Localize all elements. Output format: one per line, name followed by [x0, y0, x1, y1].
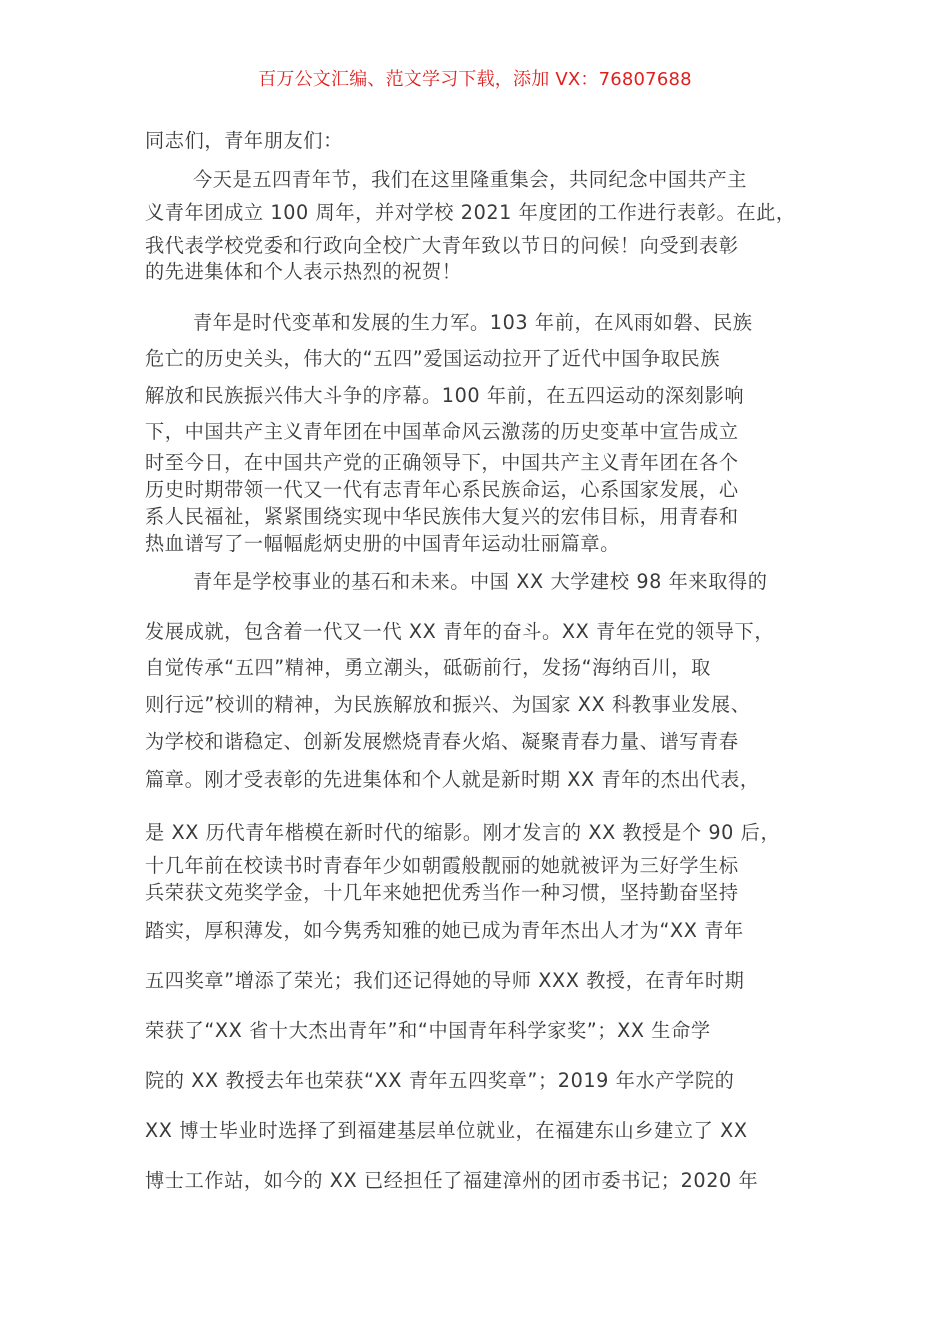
paragraph-1-line-3: 我代表学校党委和行政向全校广大青年致以节日的问候！向受到表彰	[145, 234, 739, 257]
paragraph-3-line-4: 则行远”校训的精神，为民族解放和振兴、为国家 XX 科教事业发展、	[145, 693, 751, 716]
watermark-header: 百万公文汇编、范文学习下载，添加 VX：76807688	[258, 69, 692, 90]
paragraph-3-line-10: 踏实，厚积薄发，如今隽秀知雅的她已成为青年杰出人才为“XX 青年	[145, 919, 744, 942]
paragraph-3-line-5: 为学校和谐稳定、创新发展燃烧青春火焰、凝聚青春力量、谱写青春	[145, 730, 739, 753]
paragraph-3-line-8: 十几年前在校读书时青春年少如朝霞般靓丽的她就被评为三好学生标	[145, 854, 739, 877]
paragraph-3-line-1: 青年是学校事业的基石和未来。中国 XX 大学建校 98 年来取得的	[193, 570, 768, 593]
salutation: 同志们，青年朋友们：	[145, 129, 343, 152]
paragraph-2-line-3: 解放和民族振兴伟大斗争的序幕。100 年前，在五四运动的深刻影响	[145, 384, 745, 407]
paragraph-3-line-6: 篇章。刚才受表彰的先进集体和个人就是新时期 XX 青年的杰出代表，	[145, 768, 760, 791]
paragraph-3-line-11: 五四奖章”增添了荣光；我们还记得她的导师 XXX 教授，在青年时期	[145, 969, 745, 992]
paragraph-3-line-14: XX 博士毕业时选择了到福建基层单位就业，在福建东山乡建立了 XX	[145, 1119, 748, 1142]
paragraph-3-line-9: 兵荣获文苑奖学金，十几年来她把优秀当作一种习惯，坚持勤奋坚持	[145, 881, 739, 904]
paragraph-2-line-5: 时至今日，在中国共产党的正确领导下，中国共产主义青年团在各个	[145, 451, 739, 474]
paragraph-2-line-7: 系人民福祉，紧紧围绕实现中华民族伟大复兴的宏伟目标，用青春和	[145, 505, 739, 528]
paragraph-2-line-8: 热血谱写了一幅幅彪炳史册的中国青年运动壮丽篇章。	[145, 532, 620, 555]
paragraph-2-line-1: 青年是时代变革和发展的生力军。103 年前，在风雨如磐、民族	[193, 311, 753, 334]
paragraph-3-line-2: 发展成就，包含着一代又一代 XX 青年的奋斗。XX 青年在党的领导下，	[145, 620, 775, 643]
paragraph-1-line-4: 的先进集体和个人表示热烈的祝贺！	[145, 260, 462, 283]
paragraph-3-line-12: 荣获了“XX 省十大杰出青年”和“中国青年科学家奖”；XX 生命学	[145, 1019, 711, 1042]
paragraph-3-line-15: 博士工作站，如今的 XX 已经担任了福建漳州的团市委书记；2020 年	[145, 1169, 759, 1192]
paragraph-2-line-4: 下，中国共产主义青年团在中国革命风云激荡的历史变革中宣告成立	[145, 420, 739, 443]
paragraph-3-line-3: 自觉传承“五四”精神，勇立潮头，砥砺前行，发扬“海纳百川，取	[145, 656, 711, 679]
paragraph-2-line-2: 危亡的历史关头，伟大的“五四”爱国运动拉开了近代中国争取民族	[145, 347, 721, 370]
paragraph-3-line-13: 院的 XX 教授去年也荣获“XX 青年五四奖章”；2019 年水产学院的	[145, 1069, 735, 1092]
paragraph-3-line-7: 是 XX 历代青年楷模在新时代的缩影。刚才发言的 XX 教授是个 90 后，	[145, 821, 781, 844]
paragraph-1-line-1: 今天是五四青年节，我们在这里隆重集会，共同纪念中国共产主	[193, 168, 748, 191]
paragraph-2-line-6: 历史时期带领一代又一代有志青年心系民族命运，心系国家发展，心	[145, 478, 739, 501]
paragraph-1-line-2: 义青年团成立 100 周年，并对学校 2021 年度团的工作进行表彰。在此，	[145, 201, 796, 224]
